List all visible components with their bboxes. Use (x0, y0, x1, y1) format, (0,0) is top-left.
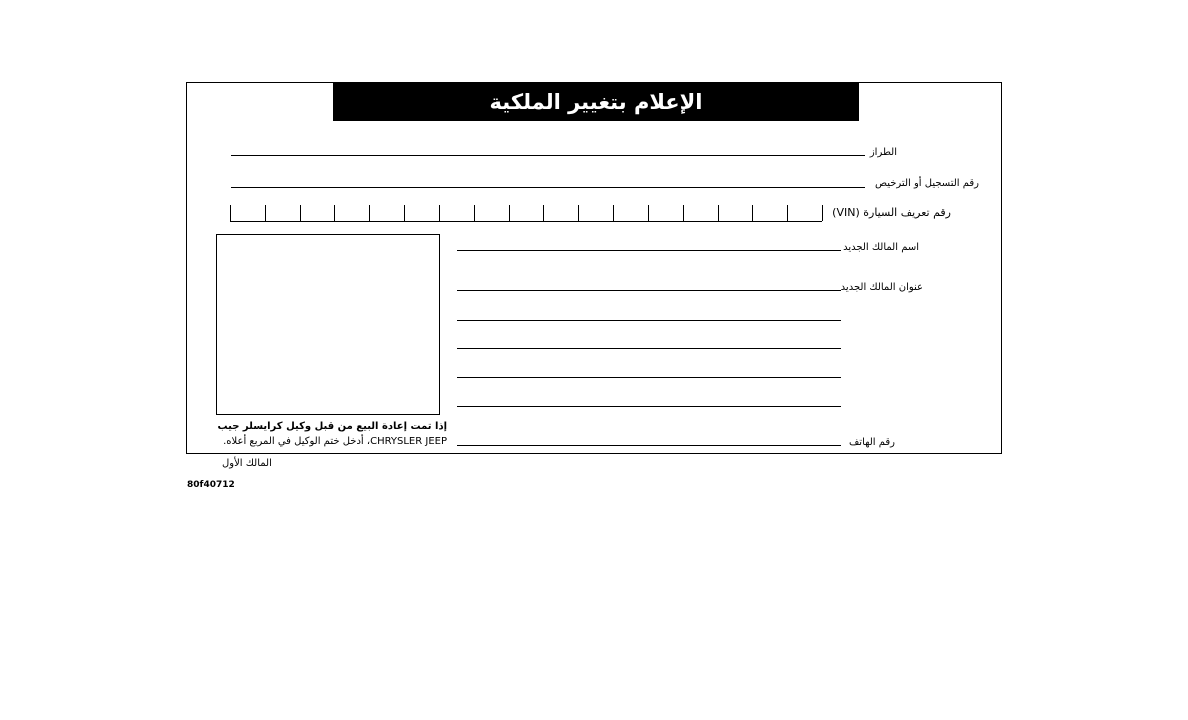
address-line-5[interactable] (457, 406, 841, 407)
vin-box-divider (265, 205, 266, 221)
vin-box-divider (334, 205, 335, 221)
vin-box-divider (683, 205, 684, 221)
vin-box-divider (578, 205, 579, 221)
vin-box-divider (752, 205, 753, 221)
vin-box-divider (648, 205, 649, 221)
vin-box-divider (543, 205, 544, 221)
vin-label: رقم تعريف السيارة (VIN) (832, 206, 951, 219)
form-title: الإعلام بتغيير الملكية (333, 83, 859, 121)
vin-boxes[interactable] (230, 203, 822, 222)
vin-box-divider (300, 205, 301, 221)
dealer-stamp-box (216, 234, 440, 415)
vin-box-divider (474, 205, 475, 221)
new-owner-address-line[interactable] (457, 290, 841, 291)
stamp-note-line-2: CHRYSLER JEEP، أدخل ختم الوكيل في المربع أعلاه. (223, 436, 447, 447)
vin-box-divider (613, 205, 614, 221)
new-owner-name-line[interactable] (457, 250, 841, 251)
model-label: الطراز (869, 147, 897, 158)
address-line-3[interactable] (457, 348, 841, 349)
vin-box-divider (230, 205, 231, 221)
vin-box-divider (369, 205, 370, 221)
vin-box-divider (509, 205, 510, 221)
model-line[interactable] (231, 155, 865, 156)
ownership-change-form (186, 82, 1002, 454)
registration-line[interactable] (231, 187, 865, 188)
vin-box-divider (822, 205, 823, 221)
vin-box-divider (787, 205, 788, 221)
stamp-note-line-1: إذا تمت إعادة البيع من قبل وكيل كرايسلر جيب (217, 421, 447, 432)
new-owner-address-label: عنوان المالك الجديد (840, 282, 923, 293)
vin-box-divider (718, 205, 719, 221)
registration-label: رقم التسجيل أو الترخيص (874, 178, 979, 189)
phone-label: رقم الهاتف (848, 437, 895, 448)
address-line-4[interactable] (457, 377, 841, 378)
original-owner-label: المالك الأول (222, 458, 272, 469)
vin-box-divider (404, 205, 405, 221)
vin-box-divider (439, 205, 440, 221)
phone-line[interactable] (457, 445, 841, 446)
new-owner-name-label: اسم المالك الجديد (843, 242, 919, 253)
dealer-stamp-note (201, 419, 447, 449)
address-line-2[interactable] (457, 320, 841, 321)
figure-code: 80f40712 (187, 480, 235, 490)
